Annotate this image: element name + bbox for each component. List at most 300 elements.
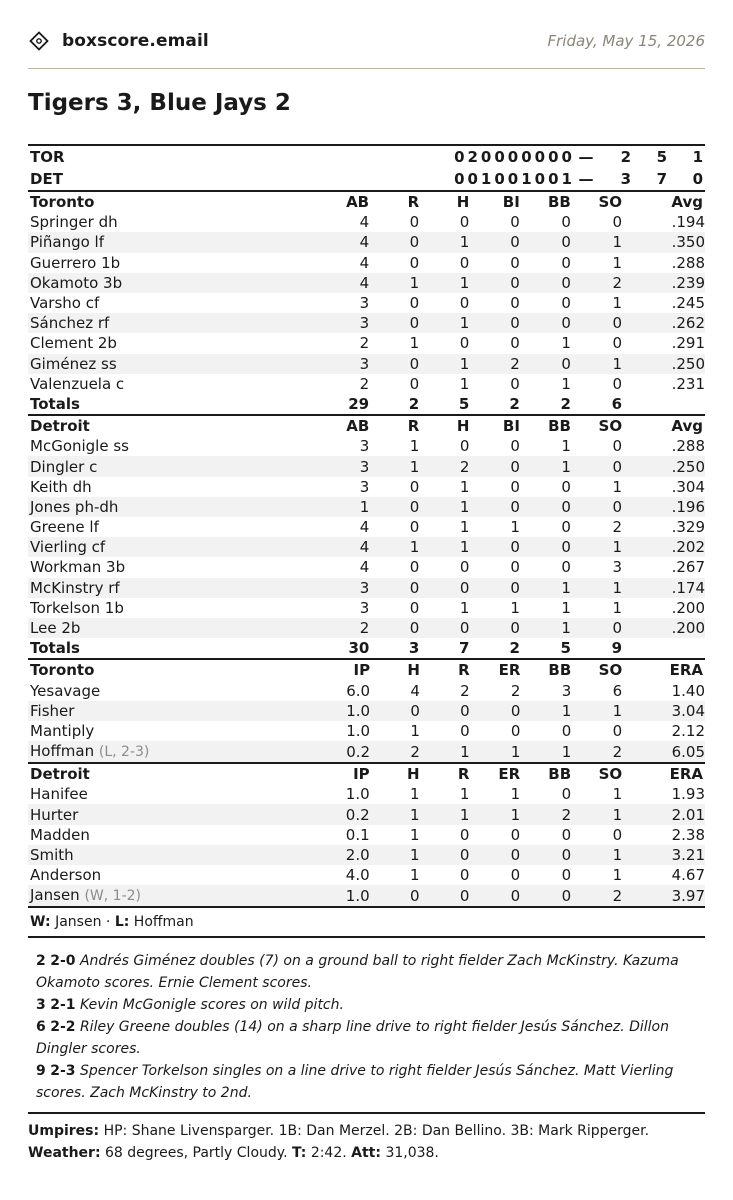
player-row	[28, 253, 705, 273]
stat-cell: 2	[571, 741, 622, 762]
totals-label: Totals	[30, 394, 80, 413]
stat-cell: 4	[359, 253, 370, 272]
stat-cell: 0	[510, 213, 520, 232]
linescore-dash: —	[578, 170, 594, 188]
linescore-innings: 020000000	[454, 148, 575, 166]
stat-cell: 0	[469, 497, 520, 517]
pitcher-cell	[28, 701, 319, 721]
stat-cell: 1	[370, 804, 420, 824]
stat-cell: .202	[622, 537, 705, 557]
brand[interactable]	[28, 30, 209, 52]
stat-cell: 0	[510, 374, 520, 393]
player-row	[28, 477, 705, 497]
stat-cell: 2	[520, 804, 571, 824]
player-row	[28, 313, 705, 333]
scoring-plays	[28, 938, 705, 1112]
player-name: Varsho cf	[30, 294, 100, 313]
header-divider	[28, 68, 705, 69]
stat-cell: .329	[671, 518, 705, 537]
stat-cell: 3	[318, 578, 369, 598]
stat-cell: 0	[571, 456, 622, 476]
stat-cell: 0.2	[319, 804, 370, 824]
stat-cell: 3	[318, 313, 369, 333]
stat-cell: 1	[520, 618, 571, 638]
pitcher-row	[28, 784, 705, 804]
stat-cell: 1	[459, 785, 470, 804]
stat-cell: 1.0	[346, 721, 371, 740]
linescore-innings: 001001001	[454, 170, 575, 188]
stat-cell: 0	[420, 845, 470, 865]
stat-cell: 4	[359, 213, 370, 232]
column-header-er: ER	[498, 765, 521, 784]
stat-cell: 0.2	[319, 741, 370, 762]
pitcher-name: Jansen	[30, 886, 80, 905]
total-cell: 2	[509, 394, 520, 413]
team-name: Toronto	[30, 193, 95, 212]
stat-cell: 6.05	[622, 741, 705, 762]
column-header-er: ER	[498, 661, 521, 680]
stat-cell: 1	[369, 537, 419, 557]
column-header-bb: BB	[548, 193, 571, 212]
stat-cell: 4	[359, 558, 370, 577]
pitcher-name: Hurter	[30, 805, 79, 824]
weather-line	[28, 1142, 705, 1164]
decision-separator: ·	[105, 914, 111, 931]
stat-cell: .239	[622, 273, 705, 293]
player-row	[28, 517, 705, 537]
pitcher-cell	[28, 885, 319, 906]
table-header	[28, 416, 705, 436]
batting-table	[28, 416, 705, 658]
stat-cell: .250	[622, 354, 705, 374]
linescore-row	[28, 146, 705, 168]
stat-cell: 0	[420, 885, 470, 906]
stat-cell: 1	[561, 437, 571, 456]
stat-cell: 0	[612, 374, 623, 393]
column-header-bi: BI	[502, 417, 520, 436]
stat-cell: 3.97	[622, 885, 705, 906]
attendance-value: 31,038.	[385, 1145, 439, 1162]
stat-cell: 0	[510, 825, 521, 844]
stat-cell: 0	[369, 497, 419, 517]
linescore-row	[28, 168, 705, 190]
weather-label: Weather:	[28, 1145, 101, 1162]
stat-cell: 3.21	[622, 845, 705, 865]
stat-cell: 3	[359, 437, 370, 456]
stat-cell: 1	[510, 785, 521, 804]
stat-cell: 1.93	[671, 785, 705, 804]
stat-cell: 0	[571, 618, 622, 638]
umpires-value: HP: Shane Livensparger. 1B: Dan Merzel. 2B: Dan Bellino. 3B: Mark Ripperger.	[103, 1123, 650, 1140]
player-row	[28, 293, 705, 313]
stat-cell: 2.38	[671, 825, 705, 844]
stat-cell: 0	[469, 845, 520, 865]
stat-cell: 6	[612, 681, 623, 700]
linescore-hits: 5	[656, 148, 667, 166]
player-name: Piñango lf	[28, 232, 318, 252]
stat-cell: 0	[459, 825, 470, 844]
play-score: 2-1	[50, 997, 76, 1014]
stat-cell: 2	[318, 618, 369, 638]
winning-pitcher: Jansen	[55, 914, 102, 931]
stat-cell: 3	[318, 354, 369, 374]
stat-cell: 1	[520, 578, 571, 598]
stat-cell: 0	[419, 578, 469, 598]
stat-cell: 6.0	[346, 681, 371, 700]
player-row	[28, 354, 705, 374]
total-cell: 30	[348, 639, 370, 658]
player-row	[28, 618, 705, 638]
stat-cell: 1	[409, 334, 420, 353]
player-name: Greene lf	[30, 518, 99, 537]
player-name: Torkelson 1b	[30, 598, 124, 617]
stat-cell: 1	[459, 598, 470, 617]
stat-cell: 0	[571, 313, 622, 333]
stat-cell: 0	[409, 253, 420, 272]
player-name: Vierling cf	[28, 537, 318, 557]
player-name: Valenzuela c	[30, 374, 125, 393]
player-name: Giménez ss	[28, 354, 318, 374]
player-row	[28, 436, 705, 456]
column-header-r: R	[407, 417, 420, 436]
column-header-r: R	[458, 661, 470, 680]
batting-table	[28, 192, 705, 414]
player-name: Jones ph-dh	[28, 497, 318, 517]
column-header-ab: AB	[346, 193, 370, 212]
table-totals	[28, 638, 705, 658]
stat-cell: 1	[510, 518, 520, 537]
player-row	[28, 456, 705, 476]
win-label: W:	[30, 914, 51, 931]
stat-cell: 1	[612, 866, 623, 885]
team-name: Detroit	[30, 417, 90, 436]
pitching-section-detroit	[28, 764, 705, 906]
pitcher-cell	[28, 845, 319, 865]
stat-cell: 1	[612, 598, 623, 617]
pitching-table	[28, 660, 705, 762]
stat-cell: 0	[520, 497, 571, 517]
play-inning: 2	[36, 953, 46, 970]
player-row	[28, 212, 705, 232]
stat-cell: 0	[510, 253, 520, 272]
linescore-errors: 1	[692, 148, 703, 166]
stat-cell: 1	[571, 354, 622, 374]
stat-cell: 4.0	[345, 866, 370, 885]
player-row	[28, 557, 705, 577]
linescore-table	[28, 146, 705, 190]
stat-cell: 0	[612, 213, 623, 232]
table-body	[28, 212, 705, 394]
weather-value: 68 degrees, Partly Cloudy.	[105, 1145, 288, 1162]
play-description: Andrés Giménez doubles (7) on a ground ball to right fielder Zach McKinstry. Kazuma Okamoto scores. Ernie Clement scores.	[36, 953, 679, 992]
stat-cell: 0	[510, 437, 520, 456]
baseball-diamond-icon	[28, 30, 50, 52]
stat-cell: .288	[671, 253, 705, 272]
stat-cell: 0	[409, 374, 420, 393]
stat-cell: 0	[510, 721, 521, 740]
stat-cell: 0	[459, 334, 470, 353]
stat-cell: 1	[409, 437, 420, 456]
total-cell: 2	[509, 639, 520, 658]
stat-cell: 1	[370, 845, 420, 865]
stat-cell: 0	[612, 721, 623, 740]
player-name: McKinstry rf	[28, 578, 318, 598]
column-header-h: H	[407, 661, 420, 680]
umpires-line	[28, 1120, 705, 1142]
table-header	[28, 192, 705, 212]
stat-cell: 0	[520, 845, 571, 865]
time-value: 2:42.	[310, 1145, 347, 1162]
player-name: Guerrero 1b	[30, 253, 121, 272]
stat-cell: 0	[420, 701, 470, 721]
player-name: Workman 3b	[30, 558, 126, 577]
stat-cell: 1.0	[345, 785, 370, 804]
stat-cell: 2.01	[622, 804, 705, 824]
stat-cell: 0	[561, 294, 571, 313]
player-row	[28, 578, 705, 598]
stat-cell: 4	[318, 537, 369, 557]
stat-cell: 4	[410, 681, 420, 700]
stat-cell: 1.0	[319, 885, 370, 906]
stat-cell: 1	[419, 232, 469, 252]
stat-cell: 3	[318, 456, 369, 476]
column-header-ab: AB	[346, 417, 370, 436]
stat-cell: 4	[359, 518, 370, 537]
stat-cell: 1.40	[671, 681, 705, 700]
stat-cell: .288	[671, 437, 705, 456]
stat-cell: 2	[469, 354, 520, 374]
stat-cell: 2.0	[319, 845, 370, 865]
stat-cell: 1	[612, 253, 623, 272]
player-row	[28, 497, 705, 517]
stat-cell: 3.04	[622, 701, 705, 721]
stat-cell: 1	[571, 845, 622, 865]
table-body	[28, 784, 705, 906]
stat-cell: 0	[469, 537, 520, 557]
stat-cell: 2	[612, 518, 623, 537]
pitcher-row	[28, 681, 705, 701]
totals-row	[28, 638, 705, 658]
stat-cell: 0	[370, 885, 420, 906]
pitching-table	[28, 764, 705, 906]
header-row	[28, 416, 705, 436]
column-header-bb: BB	[548, 417, 571, 436]
player-row	[28, 537, 705, 557]
game-date: Friday, May 15, 2026	[547, 32, 705, 50]
decisions-line	[28, 908, 705, 936]
stat-cell: 0	[369, 313, 419, 333]
stat-cell: 0	[459, 437, 470, 456]
stat-cell: .267	[671, 558, 705, 577]
stat-cell: 3	[359, 598, 370, 617]
stat-cell: 0	[561, 825, 572, 844]
player-row	[28, 273, 705, 293]
pitching-section-toronto	[28, 660, 705, 762]
pitcher-name: Hoffman	[30, 742, 95, 761]
stat-cell: 2	[571, 885, 622, 906]
stat-cell: 0	[470, 701, 521, 721]
stat-cell: .196	[622, 497, 705, 517]
scoring-play	[36, 1016, 705, 1060]
stat-cell: 0	[520, 885, 571, 906]
stat-cell: 0	[612, 825, 623, 844]
column-header-so: SO	[598, 661, 623, 680]
stat-cell: 2	[510, 681, 521, 700]
table-header	[28, 764, 705, 784]
stat-cell: .200	[671, 598, 705, 617]
stat-cell: 2	[419, 456, 469, 476]
stat-cell: 3	[561, 681, 572, 700]
total-cell: 2	[560, 394, 571, 413]
pitcher-cell	[28, 784, 319, 804]
scoring-play	[36, 994, 705, 1016]
play-inning: 6	[36, 1019, 46, 1036]
pitcher-row	[28, 845, 705, 865]
stat-cell: 0	[469, 618, 520, 638]
stat-cell: 1	[612, 294, 623, 313]
stat-cell: 0	[469, 578, 520, 598]
stat-cell: 1	[561, 374, 571, 393]
stat-cell: .245	[671, 294, 705, 313]
column-header-r: R	[457, 765, 470, 784]
header-row	[28, 192, 705, 212]
stat-cell: 0	[520, 313, 571, 333]
play-inning: 3	[36, 997, 46, 1014]
stat-cell: 1	[612, 785, 623, 804]
stat-cell: 1	[420, 804, 470, 824]
stat-cell: 1	[571, 804, 622, 824]
play-description: Kevin McGonigle scores on wild pitch.	[79, 997, 344, 1014]
total-cell: 29	[348, 394, 370, 413]
stat-cell: 0	[612, 437, 623, 456]
column-header-so: SO	[598, 193, 623, 212]
column-header-avg: Avg	[671, 417, 703, 436]
play-score: 2-3	[50, 1063, 76, 1080]
stat-cell: 0	[469, 456, 520, 476]
pitcher-decision: (L, 2-3)	[98, 744, 150, 761]
stat-cell: 1	[459, 518, 470, 537]
stat-cell: 0	[561, 213, 571, 232]
stat-cell: 4	[318, 232, 369, 252]
player-name: Sánchez rf	[28, 313, 318, 333]
table-body	[28, 436, 705, 638]
stat-cell: 1	[561, 334, 571, 353]
stat-cell: 0	[409, 294, 420, 313]
stat-cell: .250	[622, 456, 705, 476]
stat-cell: .304	[671, 477, 705, 496]
stat-cell: 2	[571, 273, 622, 293]
stat-cell: 0	[510, 866, 521, 885]
stat-cell: 1	[520, 456, 571, 476]
stat-cell: 4	[318, 273, 369, 293]
stat-cell: 0	[459, 294, 470, 313]
stat-cell: 1	[420, 741, 470, 762]
stat-cell: 1	[419, 497, 469, 517]
stat-cell: 0	[561, 866, 572, 885]
stat-cell: 1	[571, 537, 622, 557]
header-row	[28, 764, 705, 784]
stat-cell: 0	[409, 558, 420, 577]
pitcher-row	[28, 865, 705, 885]
player-name: Dingler c	[28, 456, 318, 476]
pitcher-name: Anderson	[30, 866, 102, 885]
total-cell	[622, 394, 705, 414]
stat-cell: .200	[622, 618, 705, 638]
stat-cell: 0	[409, 213, 420, 232]
team-name: Toronto	[30, 661, 95, 680]
total-cell: 5	[458, 394, 470, 413]
player-name: Okamoto 3b	[28, 273, 318, 293]
pitcher-cell	[28, 741, 319, 762]
totals-label: Totals	[30, 639, 80, 658]
play-score: 2-0	[50, 953, 76, 970]
stat-cell: 1	[459, 477, 470, 496]
column-header-h: H	[456, 193, 470, 212]
stat-cell: 0	[510, 477, 520, 496]
player-row	[28, 374, 705, 394]
total-cell: 7	[458, 639, 470, 658]
stat-cell: 1	[369, 456, 419, 476]
stat-cell: 1	[369, 273, 419, 293]
player-row	[28, 232, 705, 252]
batting-section-toronto	[28, 192, 705, 414]
pitcher-name: Yesavage	[30, 681, 101, 700]
stat-cell: .262	[622, 313, 705, 333]
scoring-play	[36, 950, 705, 994]
pitcher-row	[28, 741, 705, 762]
linescore-runs: 2	[620, 148, 631, 166]
stat-cell: 0	[469, 885, 520, 906]
stat-cell: 3	[359, 477, 370, 496]
stat-cell: .291	[671, 334, 705, 353]
stat-cell: 0	[510, 558, 520, 577]
play-inning: 9	[36, 1063, 46, 1080]
stat-cell: 1	[410, 785, 420, 804]
stat-cell: 0	[561, 518, 571, 537]
stat-cell: 1	[419, 537, 469, 557]
player-name: Lee 2b	[28, 618, 318, 638]
stat-cell: 1	[571, 578, 622, 598]
stat-cell: 1	[410, 825, 420, 844]
stat-cell: .350	[622, 232, 705, 252]
table-totals	[28, 394, 705, 414]
stat-cell: 0	[469, 232, 520, 252]
game-title: Tigers 3, Blue Jays 2	[28, 90, 291, 116]
player-name: Springer dh	[30, 213, 118, 232]
stat-cell: 1	[571, 701, 622, 721]
header-row	[28, 660, 705, 680]
stat-cell: 1	[561, 598, 571, 617]
stat-cell: 1.0	[319, 701, 370, 721]
stat-cell: 1	[510, 598, 520, 617]
stat-cell: 3	[359, 294, 370, 313]
stat-cell: 1	[419, 273, 469, 293]
boxscore-content	[28, 144, 705, 1164]
stat-cell: 2.12	[671, 721, 705, 740]
linescore-team: TOR	[30, 148, 65, 166]
column-header-h: H	[407, 765, 420, 784]
game-info	[28, 1114, 705, 1164]
stat-cell: 0	[469, 313, 520, 333]
stat-cell: 0	[460, 721, 470, 740]
stat-cell: 0	[561, 785, 572, 804]
total-cell: 3	[408, 639, 420, 658]
column-header-bi: BI	[502, 193, 520, 212]
pitcher-decision: (W, 1-2)	[84, 888, 142, 905]
linescore-runs: 3	[620, 170, 631, 188]
stat-cell: 1	[419, 354, 469, 374]
stat-cell: 2	[370, 741, 420, 762]
